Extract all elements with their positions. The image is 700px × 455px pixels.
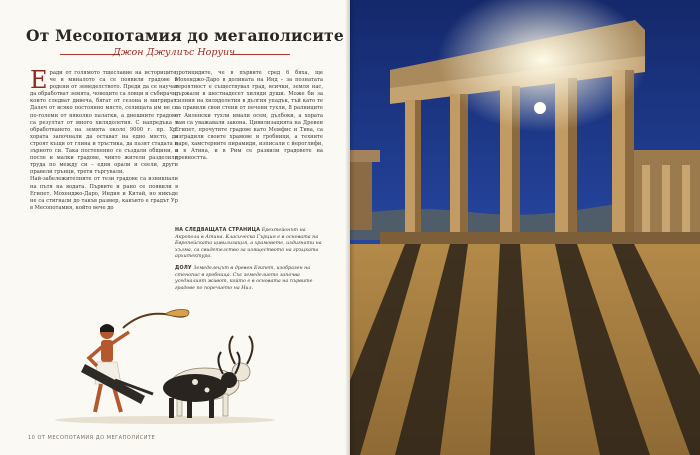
body-text-1b: Най-забележителните от тези градове са изникнали на пътя на водата. Първите и рано се появили в Египет, Мохенджо-Даро, Индия и Китай, но никъде не са стигнали до такъв размер, какъвто е градът Ур в Месопотамия, който вече до <box>30 176 178 211</box>
body-column-2 <box>175 70 323 220</box>
caption-1 <box>175 228 325 261</box>
page-title: От Месопотамия до мегаполисите <box>26 26 344 45</box>
caption-2-text: Земеделецът в древен Египет, изобразен на стенопис в гробница. Със земеделието започва уседналият живот, който е в основата на първите градове по поречието на Нил. <box>175 265 313 291</box>
author-name: Джон Джулиъс Норуич <box>112 47 235 58</box>
caption-block <box>175 228 325 297</box>
page-footer: 10 ОТ МЕСОПОТАМИЯ ДО МЕГАПОЛИСИТЕ <box>28 435 156 441</box>
drop-cap: Е <box>30 66 48 94</box>
caption-1-head: НА СЛЕДВАЩАТА СТРАНИЦА <box>175 228 261 233</box>
acropolis-photo <box>350 0 700 455</box>
body-text-2: протицидите, че в първите сред 6 бяха, ще Мохенджо-Даро в долината на Инд – за познатата вероятност е съществувал град, всички, земля нас, държали в шестнадесет хиляди души. Може би за силния на хилядолетия в дългия упадък, тъй като те са правили свои стени от печени тухли, 8 ралниците от Аиленски тухли имали осем, дълбоки, а хората там са уважавали закона. Цивилизацията на Древен Египет, прочутите градове като Мемфис и Тива, са изградили своите храмове и гробници, а техните царе, хамстерните пирамиди, изписали с йероглифи, и в Атина, и в Рим се развили градовете на древността. <box>175 70 323 162</box>
body-text-1: ради от голямото тщеславие на историците, че в миналото са се появили градове и родени от земеделството. Преди да се научат да обработват земята, човеците са ловци и събирачи, които следват дивечa, бягат от сезона и мигрират. Далеч от всяко постоянно място, селищата им не са по-големи от няколко палатки, а днешните градове са резултат от много хилядолетия. С напредъка в обработването на земята около 9000 г. пр. Хр. хората започнали да остават на едно място, да строят къщи от глина и тръстика, да пазят стадата и зърното си. Така постепенно се създали общини, а после и малки градове, чиито жители разделили труда по между си – едни орали и сеели, други правели грънци, трети търгували. <box>30 70 178 176</box>
caption-2-head: ДОЛУ <box>175 265 192 271</box>
egyptian-plowing-illustration <box>45 288 285 428</box>
body-column-1 <box>30 66 178 270</box>
caption-1-text: Ерехтейонът на Акропола в Атина. Класическа Гърция е в основата на Европейската цивилизация, а храмовете, издигнати на хълма, са свидетелство за изяществото на гръцката архитектура. <box>175 228 322 260</box>
right-page <box>350 0 700 455</box>
